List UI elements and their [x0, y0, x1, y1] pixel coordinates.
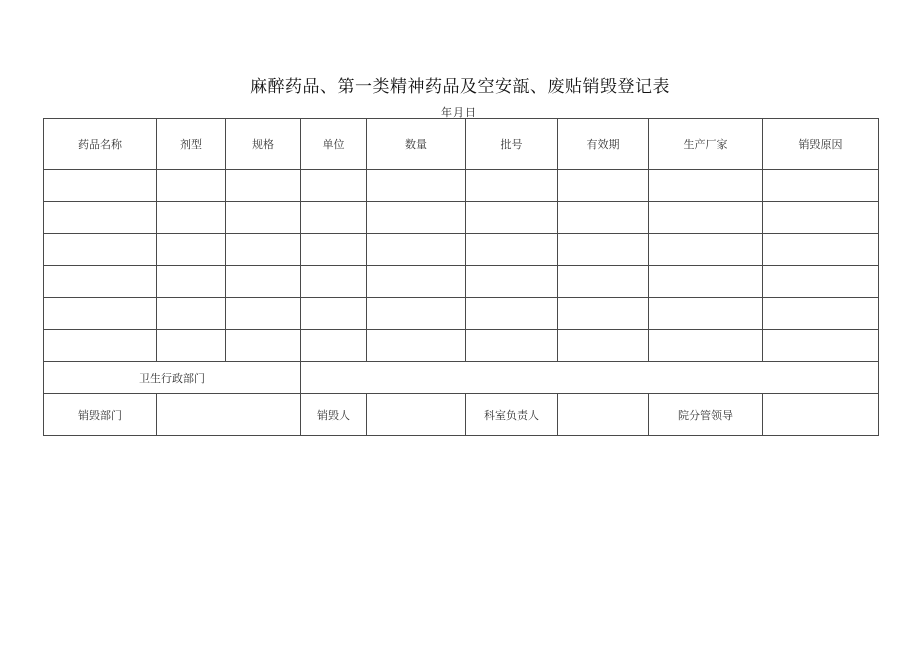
- table-cell[interactable]: [763, 170, 879, 202]
- table-cell[interactable]: [649, 298, 763, 330]
- table-cell[interactable]: [226, 234, 301, 266]
- col-header-dosage-form: 剂型: [157, 119, 226, 170]
- table-cell[interactable]: [44, 202, 157, 234]
- table-cell[interactable]: [301, 330, 367, 362]
- table-cell[interactable]: [44, 234, 157, 266]
- table-cell[interactable]: [44, 266, 157, 298]
- table-cell[interactable]: [649, 170, 763, 202]
- col-header-specification: 规格: [226, 119, 301, 170]
- table-cell[interactable]: [763, 298, 879, 330]
- table-row: [44, 170, 879, 202]
- table-row: [44, 234, 879, 266]
- table-cell[interactable]: [301, 266, 367, 298]
- table-cell[interactable]: [466, 298, 558, 330]
- header-row: [44, 119, 879, 170]
- table-cell[interactable]: [301, 202, 367, 234]
- table-cell[interactable]: [157, 170, 226, 202]
- table-cell[interactable]: [367, 202, 466, 234]
- table-cell[interactable]: [763, 234, 879, 266]
- table-cell[interactable]: [466, 266, 558, 298]
- table-cell[interactable]: [649, 234, 763, 266]
- col-header-quantity: 数量: [367, 119, 466, 170]
- table-cell[interactable]: [367, 298, 466, 330]
- table-cell[interactable]: [466, 234, 558, 266]
- table-cell[interactable]: [367, 330, 466, 362]
- table-cell[interactable]: [226, 170, 301, 202]
- table-cell[interactable]: [226, 266, 301, 298]
- table-cell[interactable]: [466, 330, 558, 362]
- hospital-leader-label: 院分管领导: [649, 394, 763, 436]
- table-cell[interactable]: [44, 298, 157, 330]
- col-header-expiry-date: 有效期: [558, 119, 649, 170]
- table-cell[interactable]: [558, 298, 649, 330]
- page-title: 麻醉药品、第一类精神药品及空安瓿、废贴销毁登记表: [250, 77, 670, 97]
- table-cell[interactable]: [44, 170, 157, 202]
- table-cell[interactable]: [763, 202, 879, 234]
- table-cell[interactable]: [649, 202, 763, 234]
- health-dept-label: 卫生行政部门: [44, 362, 301, 394]
- table-cell[interactable]: [301, 170, 367, 202]
- table-cell[interactable]: [558, 234, 649, 266]
- table-row: [44, 202, 879, 234]
- table-cell[interactable]: [763, 330, 879, 362]
- table-cell[interactable]: [367, 234, 466, 266]
- table-cell[interactable]: [558, 170, 649, 202]
- col-header-manufacturer: 生产厂家: [649, 119, 763, 170]
- destruction-dept-label: 销毁部门: [44, 394, 157, 436]
- destruction-person-label: 销毁人: [301, 394, 367, 436]
- table-cell[interactable]: [301, 234, 367, 266]
- health-dept-value[interactable]: [301, 362, 879, 394]
- table-cell[interactable]: [226, 202, 301, 234]
- signature-row: [44, 394, 879, 436]
- table-cell[interactable]: [558, 202, 649, 234]
- col-header-drug-name: 药品名称: [44, 119, 157, 170]
- table-cell[interactable]: [649, 330, 763, 362]
- destruction-register-table: [43, 118, 879, 436]
- table-cell[interactable]: [226, 298, 301, 330]
- table-cell[interactable]: [157, 298, 226, 330]
- col-header-unit: 单位: [301, 119, 367, 170]
- destruction-person-value[interactable]: [367, 394, 466, 436]
- col-header-destruction-reason: 销毁原因: [763, 119, 879, 170]
- table-cell[interactable]: [367, 266, 466, 298]
- table-cell[interactable]: [301, 298, 367, 330]
- table-cell[interactable]: [157, 266, 226, 298]
- section-head-value[interactable]: [558, 394, 649, 436]
- date-line: 年月日: [441, 106, 477, 119]
- health-dept-row: [44, 362, 879, 394]
- table-cell[interactable]: [157, 234, 226, 266]
- table-cell[interactable]: [763, 266, 879, 298]
- table-cell[interactable]: [649, 266, 763, 298]
- table-cell[interactable]: [558, 330, 649, 362]
- table-cell[interactable]: [226, 330, 301, 362]
- table-cell[interactable]: [367, 170, 466, 202]
- table-cell[interactable]: [466, 170, 558, 202]
- table-cell[interactable]: [466, 202, 558, 234]
- table-cell[interactable]: [157, 202, 226, 234]
- hospital-leader-value[interactable]: [763, 394, 879, 436]
- destruction-dept-value[interactable]: [157, 394, 301, 436]
- table-row: [44, 298, 879, 330]
- table-cell[interactable]: [157, 330, 226, 362]
- table-row: [44, 330, 879, 362]
- table-row: [44, 266, 879, 298]
- section-head-label: 科室负责人: [466, 394, 558, 436]
- col-header-batch-number: 批号: [466, 119, 558, 170]
- table-cell[interactable]: [558, 266, 649, 298]
- table-cell[interactable]: [44, 330, 157, 362]
